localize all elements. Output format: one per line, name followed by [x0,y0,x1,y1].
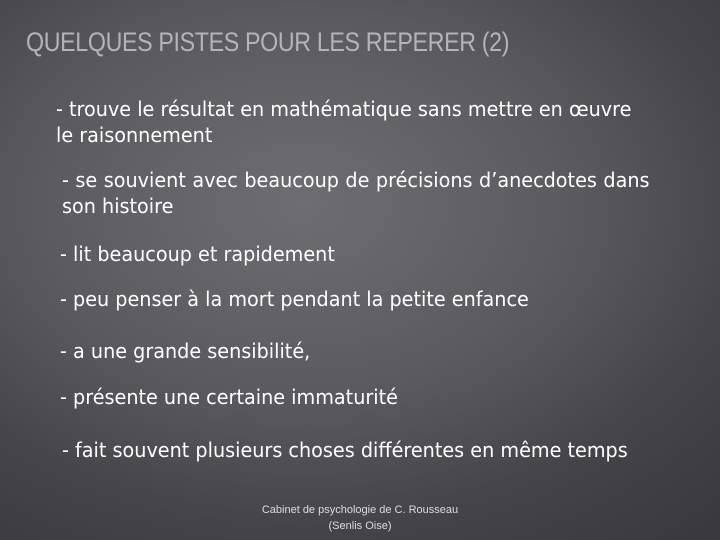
bullet-item-2: - se souvient avec beaucoup de précisions d’anecdotes dans son histoire [62,168,650,218]
bullet-item-1: - trouve le résultat en mathématique sans mettre en œuvre le raisonnement [56,97,632,147]
bullet-item-4: - peu penser à la mort pendant la petite enfance [60,287,529,311]
bullet-item-5: - a une grande sensibilité, [60,339,311,363]
bullet-item-7: - fait souvent plusieurs choses différentes en même temps [62,438,628,462]
slide-title: QUELQUES PISTES POUR LES REPERER (2) [26,27,510,57]
slide-footer [240,502,480,534]
footer-line-1: Cabinet de psychologie de C. Rousseau [261,504,459,516]
bullet-item-6: - présente une certaine immaturité [60,385,398,409]
footer-line-2: (Senlis Oise) [328,520,392,532]
bullet-item-3: - lit beaucoup et rapidement [60,242,335,266]
